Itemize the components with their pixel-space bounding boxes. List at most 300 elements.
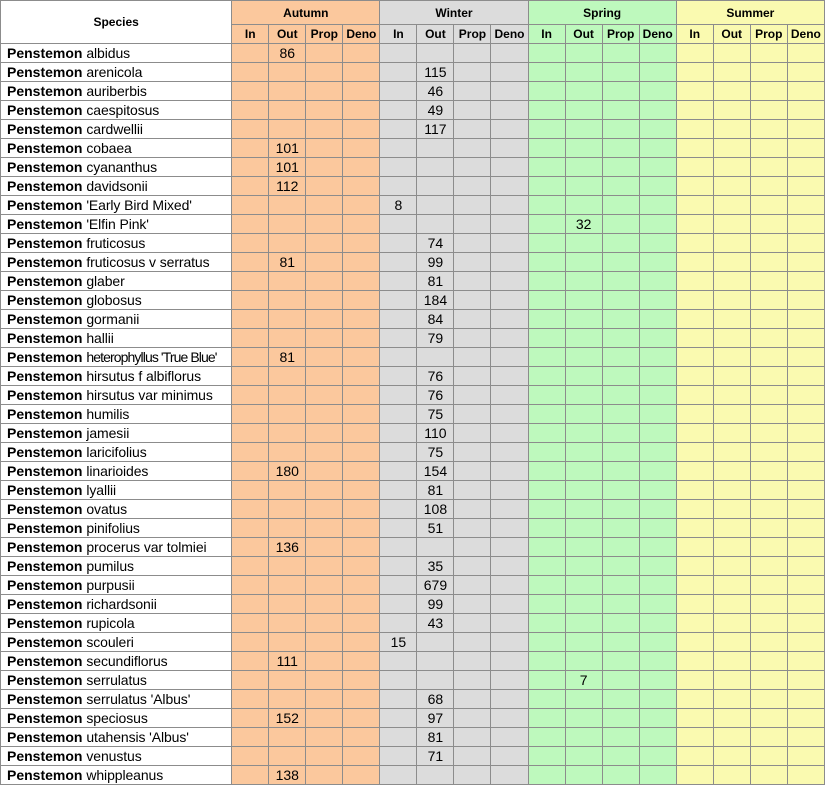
value-cell-spring-in	[528, 576, 565, 595]
value-cell-autumn-deno	[343, 101, 380, 120]
value-cell-winter-in	[380, 177, 417, 196]
value-cell-summer-in	[676, 728, 713, 747]
genus-label: Penstemon	[7, 159, 83, 175]
value-cell-summer-in	[676, 595, 713, 614]
value-cell-spring-prop	[602, 139, 639, 158]
value-cell-summer-prop	[750, 709, 787, 728]
species-epithet: globosus	[86, 292, 142, 308]
value-cell-summer-deno	[787, 766, 824, 785]
value-cell-autumn-deno	[343, 63, 380, 82]
genus-label: Penstemon	[7, 140, 83, 156]
genus-label: Penstemon	[7, 368, 83, 384]
table-row	[1, 462, 825, 481]
species-name-cell	[1, 196, 232, 215]
value-cell-spring-out	[565, 728, 602, 747]
value-cell-spring-prop	[602, 196, 639, 215]
value-cell-spring-deno	[639, 652, 676, 671]
value-cell-autumn-out	[269, 215, 306, 234]
value-cell-winter-out: 46	[417, 82, 454, 101]
value-cell-spring-out	[565, 557, 602, 576]
value-cell-spring-deno	[639, 443, 676, 462]
genus-label: Penstemon	[7, 596, 83, 612]
species-epithet: scouleri	[86, 634, 134, 650]
value-cell-spring-in	[528, 158, 565, 177]
value-cell-summer-out	[713, 614, 750, 633]
value-cell-autumn-in	[232, 196, 269, 215]
table-row	[1, 44, 825, 63]
value-cell-summer-deno	[787, 139, 824, 158]
value-cell-spring-deno	[639, 633, 676, 652]
table-row	[1, 120, 825, 139]
value-cell-summer-prop	[750, 367, 787, 386]
subcolumn-header-autumn-in: In	[232, 25, 269, 44]
season-header-autumn: Autumn	[232, 1, 380, 25]
value-cell-spring-in	[528, 481, 565, 500]
value-cell-winter-out: 99	[417, 595, 454, 614]
value-cell-spring-deno	[639, 481, 676, 500]
value-cell-winter-deno	[491, 215, 528, 234]
genus-label: Penstemon	[7, 330, 83, 346]
species-name-cell	[1, 101, 232, 120]
value-cell-autumn-in	[232, 557, 269, 576]
value-cell-spring-deno	[639, 500, 676, 519]
value-cell-winter-deno	[491, 538, 528, 557]
species-epithet: speciosus	[86, 710, 148, 726]
value-cell-winter-in	[380, 386, 417, 405]
value-cell-autumn-out	[269, 728, 306, 747]
value-cell-winter-out: 51	[417, 519, 454, 538]
value-cell-summer-deno	[787, 120, 824, 139]
value-cell-summer-deno	[787, 253, 824, 272]
value-cell-summer-out	[713, 367, 750, 386]
value-cell-summer-out	[713, 728, 750, 747]
table-row	[1, 443, 825, 462]
value-cell-spring-in	[528, 63, 565, 82]
value-cell-winter-deno	[491, 766, 528, 785]
value-cell-summer-prop	[750, 500, 787, 519]
table-row	[1, 272, 825, 291]
table-row	[1, 139, 825, 158]
value-cell-winter-prop	[454, 519, 491, 538]
value-cell-winter-in	[380, 405, 417, 424]
species-epithet: 'Elfin Pink'	[86, 216, 149, 232]
value-cell-autumn-out	[269, 614, 306, 633]
value-cell-spring-out	[565, 481, 602, 500]
table-row	[1, 101, 825, 120]
species-name-cell	[1, 215, 232, 234]
value-cell-autumn-prop	[306, 120, 343, 139]
value-cell-spring-deno	[639, 215, 676, 234]
value-cell-winter-prop	[454, 120, 491, 139]
value-cell-summer-prop	[750, 614, 787, 633]
table-row	[1, 728, 825, 747]
subcolumn-header-summer-in: In	[676, 25, 713, 44]
value-cell-summer-deno	[787, 595, 824, 614]
value-cell-winter-out	[417, 158, 454, 177]
species-name-cell	[1, 253, 232, 272]
value-cell-autumn-out	[269, 633, 306, 652]
value-cell-autumn-in	[232, 272, 269, 291]
value-cell-summer-prop	[750, 576, 787, 595]
value-cell-winter-out: 184	[417, 291, 454, 310]
value-cell-summer-out	[713, 766, 750, 785]
value-cell-spring-prop	[602, 329, 639, 348]
value-cell-summer-deno	[787, 519, 824, 538]
value-cell-summer-out	[713, 405, 750, 424]
value-cell-autumn-in	[232, 291, 269, 310]
value-cell-autumn-deno	[343, 272, 380, 291]
species-name-cell	[1, 614, 232, 633]
value-cell-spring-in	[528, 424, 565, 443]
table-row	[1, 215, 825, 234]
value-cell-spring-out	[565, 63, 602, 82]
value-cell-winter-in	[380, 139, 417, 158]
subcolumn-header-summer-deno: Deno	[787, 25, 824, 44]
value-cell-winter-in	[380, 728, 417, 747]
genus-label: Penstemon	[7, 444, 83, 460]
value-cell-winter-prop	[454, 690, 491, 709]
value-cell-spring-out	[565, 424, 602, 443]
table-row	[1, 82, 825, 101]
value-cell-winter-deno	[491, 348, 528, 367]
value-cell-spring-prop	[602, 766, 639, 785]
value-cell-autumn-out	[269, 671, 306, 690]
value-cell-autumn-deno	[343, 576, 380, 595]
subcolumn-header-spring-deno: Deno	[639, 25, 676, 44]
value-cell-autumn-prop	[306, 310, 343, 329]
genus-label: Penstemon	[7, 710, 83, 726]
value-cell-spring-prop	[602, 158, 639, 177]
value-cell-autumn-out: 101	[269, 158, 306, 177]
value-cell-summer-in	[676, 272, 713, 291]
value-cell-autumn-deno	[343, 310, 380, 329]
value-cell-summer-prop	[750, 405, 787, 424]
species-header: Species	[1, 1, 232, 44]
value-cell-summer-prop	[750, 291, 787, 310]
species-epithet: venustus	[86, 748, 142, 764]
genus-label: Penstemon	[7, 577, 83, 593]
species-epithet: linarioides	[86, 463, 149, 479]
value-cell-summer-prop	[750, 766, 787, 785]
value-cell-winter-prop	[454, 709, 491, 728]
value-cell-spring-deno	[639, 538, 676, 557]
value-cell-summer-in	[676, 367, 713, 386]
subcolumn-header-autumn-prop: Prop	[306, 25, 343, 44]
value-cell-spring-deno	[639, 177, 676, 196]
genus-label: Penstemon	[7, 197, 83, 213]
value-cell-spring-prop	[602, 652, 639, 671]
species-epithet: jamesii	[86, 425, 130, 441]
genus-label: Penstemon	[7, 463, 83, 479]
value-cell-spring-prop	[602, 424, 639, 443]
value-cell-autumn-in	[232, 234, 269, 253]
value-cell-autumn-prop	[306, 272, 343, 291]
value-cell-spring-prop	[602, 671, 639, 690]
genus-label: Penstemon	[7, 425, 83, 441]
value-cell-autumn-in	[232, 671, 269, 690]
subcolumn-header-autumn-out: Out	[269, 25, 306, 44]
value-cell-winter-in	[380, 747, 417, 766]
value-cell-winter-out	[417, 196, 454, 215]
value-cell-autumn-prop	[306, 234, 343, 253]
species-epithet: pumilus	[86, 558, 134, 574]
value-cell-autumn-in	[232, 424, 269, 443]
value-cell-winter-out: 68	[417, 690, 454, 709]
value-cell-winter-deno	[491, 101, 528, 120]
value-cell-autumn-out	[269, 690, 306, 709]
value-cell-autumn-deno	[343, 158, 380, 177]
value-cell-winter-prop	[454, 728, 491, 747]
value-cell-summer-in	[676, 443, 713, 462]
value-cell-summer-deno	[787, 386, 824, 405]
species-name-cell	[1, 348, 232, 367]
value-cell-autumn-prop	[306, 329, 343, 348]
species-epithet: arenicola	[86, 64, 143, 80]
value-cell-summer-deno	[787, 177, 824, 196]
value-cell-summer-prop	[750, 234, 787, 253]
value-cell-autumn-deno	[343, 139, 380, 158]
species-name-cell	[1, 671, 232, 690]
value-cell-winter-deno	[491, 272, 528, 291]
species-name-cell	[1, 120, 232, 139]
species-name-cell	[1, 329, 232, 348]
value-cell-spring-out	[565, 177, 602, 196]
species-epithet: davidsonii	[86, 178, 148, 194]
value-cell-autumn-in	[232, 728, 269, 747]
value-cell-winter-deno	[491, 595, 528, 614]
value-cell-autumn-deno	[343, 196, 380, 215]
table-row	[1, 291, 825, 310]
species-epithet: whippleanus	[86, 767, 164, 783]
value-cell-autumn-in	[232, 44, 269, 63]
value-cell-autumn-out: 180	[269, 462, 306, 481]
value-cell-summer-deno	[787, 462, 824, 481]
value-cell-spring-deno	[639, 614, 676, 633]
value-cell-autumn-out	[269, 272, 306, 291]
species-name-cell	[1, 424, 232, 443]
value-cell-spring-in	[528, 633, 565, 652]
value-cell-winter-deno	[491, 633, 528, 652]
value-cell-spring-out	[565, 234, 602, 253]
value-cell-summer-prop	[750, 424, 787, 443]
value-cell-winter-in	[380, 272, 417, 291]
value-cell-spring-prop	[602, 557, 639, 576]
genus-label: Penstemon	[7, 520, 83, 536]
subcolumn-header-summer-prop: Prop	[750, 25, 787, 44]
value-cell-spring-out	[565, 272, 602, 291]
value-cell-summer-in	[676, 234, 713, 253]
value-cell-winter-in	[380, 538, 417, 557]
value-cell-autumn-deno	[343, 747, 380, 766]
value-cell-summer-prop	[750, 253, 787, 272]
value-cell-summer-out	[713, 652, 750, 671]
value-cell-winter-prop	[454, 272, 491, 291]
value-cell-summer-prop	[750, 82, 787, 101]
value-cell-spring-out	[565, 519, 602, 538]
value-cell-autumn-out	[269, 367, 306, 386]
species-name-cell	[1, 709, 232, 728]
value-cell-winter-in	[380, 481, 417, 500]
table-row	[1, 348, 825, 367]
value-cell-spring-out	[565, 633, 602, 652]
value-cell-winter-prop	[454, 348, 491, 367]
value-cell-autumn-in	[232, 82, 269, 101]
genus-label: Penstemon	[7, 558, 83, 574]
value-cell-spring-prop	[602, 481, 639, 500]
value-cell-autumn-deno	[343, 234, 380, 253]
value-cell-winter-out	[417, 633, 454, 652]
value-cell-winter-prop	[454, 367, 491, 386]
value-cell-autumn-out: 101	[269, 139, 306, 158]
value-cell-spring-out	[565, 291, 602, 310]
species-epithet: serrulatus	[86, 672, 147, 688]
species-epithet: ovatus	[86, 501, 128, 517]
value-cell-spring-out: 7	[565, 671, 602, 690]
value-cell-spring-out: 32	[565, 215, 602, 234]
value-cell-summer-in	[676, 405, 713, 424]
species-name-cell	[1, 272, 232, 291]
value-cell-spring-deno	[639, 158, 676, 177]
value-cell-spring-prop	[602, 576, 639, 595]
subcolumn-header-spring-in: In	[528, 25, 565, 44]
table-row	[1, 614, 825, 633]
value-cell-summer-out	[713, 557, 750, 576]
value-cell-winter-prop	[454, 443, 491, 462]
species-name-cell	[1, 367, 232, 386]
species-epithet: gormanii	[86, 311, 140, 327]
value-cell-summer-in	[676, 481, 713, 500]
value-cell-spring-deno	[639, 405, 676, 424]
value-cell-summer-deno	[787, 576, 824, 595]
value-cell-summer-prop	[750, 462, 787, 481]
value-cell-summer-deno	[787, 728, 824, 747]
value-cell-spring-deno	[639, 196, 676, 215]
value-cell-spring-out	[565, 766, 602, 785]
value-cell-winter-out: 84	[417, 310, 454, 329]
value-cell-spring-out	[565, 196, 602, 215]
value-cell-summer-out	[713, 253, 750, 272]
value-cell-autumn-out: 86	[269, 44, 306, 63]
value-cell-spring-prop	[602, 633, 639, 652]
value-cell-winter-out	[417, 671, 454, 690]
value-cell-winter-deno	[491, 728, 528, 747]
value-cell-summer-prop	[750, 44, 787, 63]
value-cell-autumn-prop	[306, 253, 343, 272]
value-cell-summer-in	[676, 538, 713, 557]
value-cell-winter-out	[417, 177, 454, 196]
value-cell-autumn-deno	[343, 386, 380, 405]
value-cell-spring-prop	[602, 63, 639, 82]
value-cell-summer-deno	[787, 329, 824, 348]
table-row	[1, 158, 825, 177]
value-cell-autumn-out	[269, 519, 306, 538]
species-epithet: cyananthus	[86, 159, 157, 175]
value-cell-winter-prop	[454, 766, 491, 785]
value-cell-winter-deno	[491, 443, 528, 462]
value-cell-summer-prop	[750, 481, 787, 500]
value-cell-winter-prop	[454, 595, 491, 614]
value-cell-spring-in	[528, 120, 565, 139]
value-cell-winter-out	[417, 44, 454, 63]
value-cell-winter-deno	[491, 519, 528, 538]
value-cell-winter-out	[417, 139, 454, 158]
value-cell-autumn-prop	[306, 766, 343, 785]
value-cell-summer-deno	[787, 671, 824, 690]
value-cell-winter-deno	[491, 386, 528, 405]
value-cell-winter-in	[380, 519, 417, 538]
species-epithet: secundiflorus	[86, 653, 168, 669]
value-cell-summer-in	[676, 500, 713, 519]
value-cell-summer-in	[676, 348, 713, 367]
value-cell-winter-prop	[454, 44, 491, 63]
value-cell-autumn-out	[269, 63, 306, 82]
value-cell-summer-prop	[750, 671, 787, 690]
value-cell-autumn-in	[232, 348, 269, 367]
value-cell-winter-prop	[454, 614, 491, 633]
value-cell-summer-out	[713, 177, 750, 196]
subcolumn-header-autumn-deno: Deno	[343, 25, 380, 44]
value-cell-spring-in	[528, 329, 565, 348]
genus-label: Penstemon	[7, 406, 83, 422]
value-cell-autumn-prop	[306, 386, 343, 405]
value-cell-summer-prop	[750, 386, 787, 405]
value-cell-spring-out	[565, 158, 602, 177]
value-cell-autumn-prop	[306, 462, 343, 481]
genus-label: Penstemon	[7, 634, 83, 650]
value-cell-summer-in	[676, 576, 713, 595]
table-row	[1, 367, 825, 386]
value-cell-spring-in	[528, 519, 565, 538]
value-cell-autumn-in	[232, 139, 269, 158]
value-cell-summer-prop	[750, 633, 787, 652]
value-cell-autumn-in	[232, 766, 269, 785]
value-cell-summer-deno	[787, 538, 824, 557]
value-cell-winter-prop	[454, 405, 491, 424]
value-cell-winter-deno	[491, 63, 528, 82]
species-epithet: purpusii	[86, 577, 135, 593]
value-cell-winter-out: 43	[417, 614, 454, 633]
value-cell-summer-in	[676, 101, 713, 120]
genus-label: Penstemon	[7, 178, 83, 194]
species-epithet: caespitosus	[86, 102, 160, 118]
species-epithet: 'Early Bird Mixed'	[86, 197, 192, 213]
value-cell-summer-out	[713, 424, 750, 443]
value-cell-spring-in	[528, 348, 565, 367]
value-cell-winter-prop	[454, 671, 491, 690]
value-cell-summer-out	[713, 63, 750, 82]
value-cell-spring-in	[528, 386, 565, 405]
value-cell-spring-out	[565, 367, 602, 386]
species-name-cell	[1, 139, 232, 158]
table-row	[1, 538, 825, 557]
value-cell-summer-deno	[787, 557, 824, 576]
value-cell-spring-prop	[602, 253, 639, 272]
species-epithet: lyallii	[86, 482, 116, 498]
season-header-spring: Spring	[528, 1, 676, 25]
value-cell-winter-prop	[454, 310, 491, 329]
value-cell-winter-deno	[491, 652, 528, 671]
value-cell-autumn-prop	[306, 348, 343, 367]
value-cell-summer-deno	[787, 690, 824, 709]
value-cell-spring-out	[565, 500, 602, 519]
value-cell-spring-in	[528, 405, 565, 424]
value-cell-autumn-deno	[343, 329, 380, 348]
species-name-cell	[1, 766, 232, 785]
value-cell-spring-out	[565, 595, 602, 614]
value-cell-autumn-in	[232, 367, 269, 386]
value-cell-winter-in	[380, 443, 417, 462]
value-cell-spring-prop	[602, 405, 639, 424]
